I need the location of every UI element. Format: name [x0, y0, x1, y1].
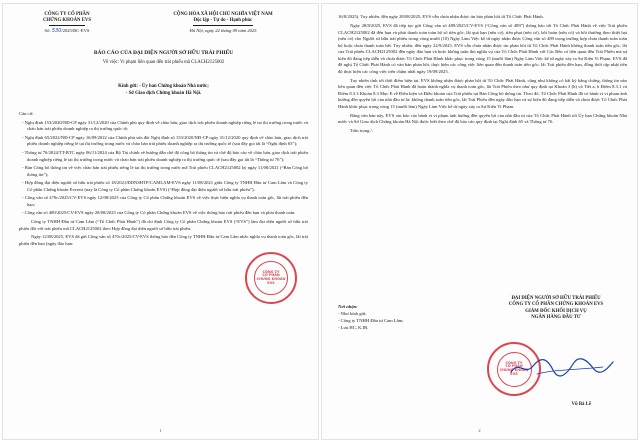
- basis-item: - Công văn số 489/2025/CV-EVS ngày 28/08/2025 của Công ty Cổ phần Chứng khoán EVS về việc thông báo trái phiếu đến hạn và phải thanh toán.: [22, 210, 296, 216]
- company-seal-stamp: [245, 252, 297, 304]
- seal-text: CÔNG TY: [262, 269, 280, 274]
- basis-item: - Hợp đồng đại diện người sở hữu trái phiếu số 18/2021/ĐDNSHTP/CAMLAM-EVS ngày 11/08/2021 giữa Công ty TNHH Đầu tư Cam Lâm và Công ty Cổ phần Chứng khoán Everest (nay là Công ty Cổ phần Chứng khoán EVS) (“Hợp đồng đại diện người sở hữu trái phiếu”);: [22, 180, 308, 192]
- basis-item: - Thông tư 76/2024/TT-BTC ngày 06/11/2024 của Bộ Tài chính về hướng dẫn chế độ công bố thông tin và chế độ báo cáo về chào bán, giao dịch trái phiếu doanh nghiệp riêng lẻ tại thị trường trong nước và chào bán trái phiếu doanh nghiệp ra thị trường quốc tế (sau đây gọi tắt là “Thông tư 76”);: [22, 149, 308, 162]
- basis-label: Căn cứ:: [19, 111, 34, 117]
- document-page-2: [321, 3, 638, 440]
- report-subject: Về việc: Vi phạm liên quan đến trái phiếu mã CLACH2125002: [102, 60, 225, 66]
- handwritten-signature: [507, 356, 617, 378]
- doc-number-prefix: Số:: [44, 28, 52, 34]
- motto-underline: [193, 25, 253, 26]
- distribution-label: Nơi nhận:: [338, 304, 358, 309]
- company-header: [19, 12, 115, 26]
- page-number: 1: [159, 428, 162, 433]
- signatory-position: GIÁM ĐỐC KHỐI DỊCH VỤ: [525, 308, 587, 314]
- addressee-1: Kính gửi: - Ủy ban Chứng khoán Nhà nước;: [118, 84, 209, 90]
- page-number: 2: [478, 428, 481, 433]
- national-header: [138, 12, 308, 26]
- company-name-line2: CHỨNG KHOÁN EVS: [42, 18, 92, 24]
- addressees: [19, 83, 308, 97]
- doc-number-handwritten: 530: [51, 28, 62, 35]
- seal-text: CỔ PHẦN: [505, 364, 523, 369]
- national-motto: Độc lập - Tự do - Hạnh phúc: [193, 18, 253, 24]
- body-paragraph: 16/8/2025). Tuy nhiên, đến ngày 28/08/2025, EVS vẫn chưa nhận được tin báo phản hồi từ Tổ Chức Phát Hành.: [338, 14, 544, 20]
- basis-item: - Nghị định 153/2020/NĐ-CP ngày 31/12/2020 của Chính phủ quy định về chào bán, giao dịch trái phiếu doanh nghiệp riêng lẻ tại thị trường trong nước và chào bán trái phiếu doanh nghiệp ra thị trường quốc tế;: [22, 119, 309, 132]
- body-paragraph: Bằng văn bản này, EVS xin báo cáo hành vi vi phạm ảnh hưởng đến quyền lợi của nhà đầu tư của Tổ Chức Phát Hành tới Ủy ban Chứng khoán Nhà nước và Sở Giao dịch Chứng khoán Hà Nội được biết theo chế độ báo cáo quy định tại Nghị định 65 và Thông tư 76.: [338, 112, 627, 125]
- seal-inner-ring: [254, 261, 288, 295]
- page-2-content: [338, 12, 627, 135]
- basis-item: - Công văn số 470c/2025/CV-EVS ngày 12/08/2025 của Công ty Cổ phần Chứng khoán EVS về việc thực hiện nghĩa vụ thanh toán gốc, lãi trái phiếu đến hạn;: [22, 195, 308, 207]
- body-paragraph: Tuy nhiên tính tới thời điểm hiện tại, EVS không nhận được phản hồi từ Tổ Chức Phát Hành, cũng như không có bất kỳ bằng chứng, thông tin nào liên quan đến việc Tổ Chức Phát Hành đã hoàn thành nghĩa vụ thanh toán gốc, lãi Trái Phiếu theo như quy định tại Khoản 3 (b) và Tiết a, b Điểm 8.3.1 và Điểm 8.3.3 Khoản 8.3 Mục E về Điều kiện và Điều khoản của Trái phiếu tại Bản Công bố thông tin. Theo đó, Tổ Chức Phát Hành đã có hành vi vi phạm ảnh hưởng đến quyền lợi của nhà đầu tư là: không thanh toán tiền gốc, lãi Trái Phiếu đến ngày đáo hạn và sự kiện đó đang tiếp diễn và chưa được Tổ Chức Phát Hành khắc phục trong vòng 15 (mười lăm) Ngày Làm Việc kể từ ngày xảy ra Sự Kiện Vi Phạm.: [338, 77, 627, 109]
- signatory-role: ĐẠI DIỆN NGƯỜI SỞ HỮU TRÁI PHIẾU: [511, 296, 601, 301]
- signatory-company: CÔNG TY CỔ PHẦN CHỨNG KHOÁN EVS: [508, 302, 604, 308]
- seal-text: CHỨNG KHOÁN: [256, 277, 286, 281]
- nation-name: CỘNG HÒA XÃ HỘI CHỦ NGHĨA VIỆT NAM: [173, 12, 273, 17]
- company-underline: [49, 25, 85, 26]
- document-page-1: [2, 3, 319, 440]
- letterhead: [19, 12, 308, 26]
- doc-number-suffix: /2025/BC-EVS: [61, 28, 90, 34]
- body-paragraph: Ngày 28/8/2025, EVS đã tiếp tục gửi Công văn số 489/2025/CV-EVS (“Công văn số 489”) thông báo tới Tổ Chức Phát Hành về việc Trái phiếu CLACH2125002 đã đến hạn và phải thanh toán toàn bộ số tiền gốc, lãi quá hạn (nếu có), tiền phạt (nếu có), bồi hoàn (nếu có) và bồi thường theo thiệt hại (nếu có) cho Người sở hữu trái phiếu trong vòng mười (10) Ngày Làm Việc kể từ ngày nhận được Công văn số 489 trong trường hợp chưa thanh toán toàn bộ hoặc chưa thanh toán hết. Tuy nhiên, đến ngày 22/9/2025, EVS vẫn chưa nhận được tin phản hồi từ Tổ Chức Phát Hành không thanh toán tiền gốc, lãi của Trái phiếu CLACH2125002 đến ngày đáo hạn và hoặc không tuân thủ nghĩa vụ của Tổ Chức Phát Hành với Các Bên có liên quan đến Trái Phiếu mà sự kiện đó đang tiếp diễn và chưa được Tổ Chức Phát Hành khắc phục trong vòng 15 (mười lăm) Ngày Làm Việc kể từ ngày xảy ra Sự Kiện Vi Phạm. EVS đã đề nghị Tổ Chức Phát Hành có văn bản phản hồi, thực hiện các công việc liên quan đến thanh toán tiền gốc, lãi Trái phiếu đến hạn, đồng thời cập nhật tiến độ thực hiện các công việc trên chậm nhất ngày 19/09/2025.: [338, 23, 627, 74]
- closing-line: Trân trọng./.: [350, 128, 373, 134]
- signer-name: Vũ Bá Lễ: [571, 402, 591, 407]
- body-paragraph: Công ty TNHH Đầu tư Cam Lâm (“Tổ Chức Phát Hành”) đã chỉ định Công ty Cổ phần Chứng khoán EVS (“EVS”) làm đại diện người sở hữu trái phiếu đối với trái phiếu mã CLACH2125002 theo Hợp đồng đại diện người sở hữu trái phiếu.: [19, 219, 308, 231]
- body-paragraph: Ngày 12/08/2025, EVS đã gửi Công văn số 470c/2025/CV-EVS thông báo đến Công ty TNHH Đầu tư Cam Lâm nhắc nghĩa vụ thanh toán gốc, lãi trái phiếu đến hạn (ngày đáo hạn:: [19, 234, 308, 246]
- company-name-line1: CÔNG TY CỔ PHẦN: [44, 12, 90, 17]
- seal-text: CỔ PHẦN: [262, 273, 280, 278]
- doc-meta-row: [19, 28, 308, 35]
- distribution-list: [338, 304, 404, 332]
- report-title: BÁO CÁO CỦA ĐẠI DIỆN NGƯỜI SỞ HỮU TRÁI PHIẾU: [93, 49, 234, 56]
- document-number: [19, 28, 115, 35]
- page-1-content: [19, 12, 308, 247]
- signature-title-block: [481, 296, 631, 322]
- distribution-item: - Như kính gửi;: [338, 310, 367, 316]
- distribution-item: - Lưu HC, K.IB.: [338, 324, 369, 330]
- basis-item: - Nghị định 65/2022/NĐ-CP ngày 16/09/2022 của Chính phủ sửa đổi Nghị định số 153/2020/NĐ-CP ngày 31/12/2020 quy định về chào bán, giao dịch trái phiếu doanh nghiệp riêng lẻ tại thị trường trong nước và chào bán trái phiếu doanh nghiệp ra thị trường quốc tế (sau đây gọi tắt là “Nghị định 65”);: [22, 134, 308, 147]
- seal-text: EVS: [510, 371, 518, 376]
- basis-item: - Bản Công bố thông tin về việc chào bán trái phiếu riêng lẻ tại thị trường trong nước mã Trái phiếu CLACH2125002 ký ngày 11/08/2021 (“Bản Công bố thông tin”);: [22, 165, 308, 177]
- distribution-item: - Công ty TNHH Đầu tư Cam Lâm;: [338, 317, 404, 323]
- seal-text: EVS: [267, 280, 275, 285]
- seal-text: CHỨNG KHOÁN: [499, 368, 529, 372]
- signatory-division: NGÂN HÀNG ĐẦU TƯ: [531, 315, 581, 321]
- seal-text: CÔNG TY: [505, 360, 523, 365]
- document-date: Hà Nội, ngày 22 tháng 09 năm 2025: [189, 28, 257, 34]
- addressee-2: - Sở Giao dịch Chứng khoán Hà Nội.: [125, 91, 202, 97]
